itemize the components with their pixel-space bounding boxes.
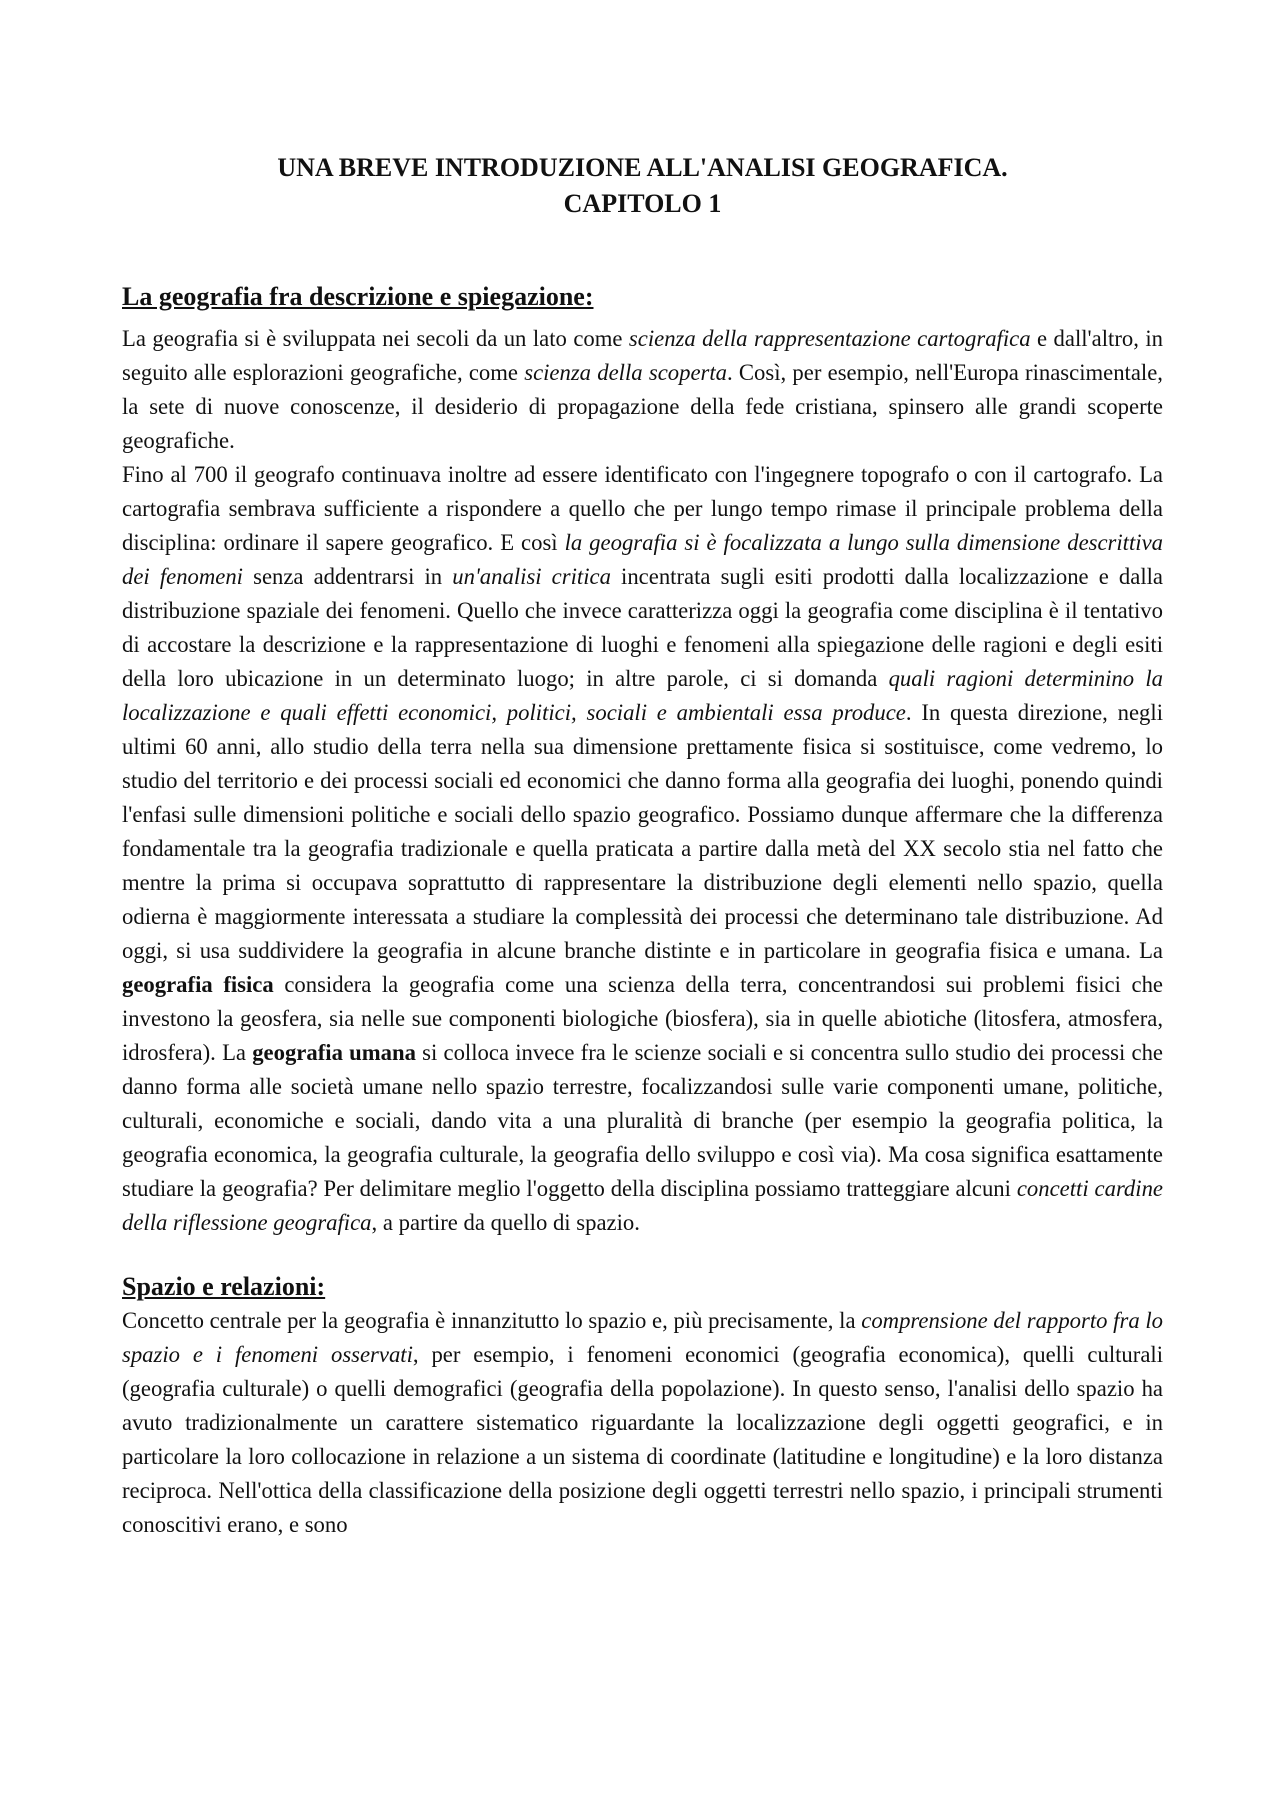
text-segment: . Così, per esempio, nell'Europa rinascimentale, la sete di nuove conoscenze, il desiderio di propagazione della fede cristiana, spinsero alle grandi scoperte geografiche. [122, 360, 1163, 453]
title-line-2: CAPITOLO 1 [563, 189, 722, 218]
text-segment: e dall'altro, in seguito alle esplorazioni geografiche, come [122, 326, 1163, 385]
text-segment: , a partire da quello di spazio. [371, 1210, 640, 1235]
italic-text: un'analisi critica [452, 564, 611, 589]
paragraph [122, 458, 1163, 1240]
italic-text: quali ragioni determinino la localizzazione e quali effetti economici, politici, sociali e ambientali essa produce [122, 666, 1163, 725]
paragraph [122, 1304, 1163, 1542]
paragraph [122, 322, 1163, 458]
section-heading-descrizione: La geografia fra descrizione e spiegazione: [122, 282, 594, 311]
text-segment: senza addentrarsi in [243, 564, 453, 589]
text-segment: considera la geografia come una scienza della terra, concentrandosi sui problemi fisici che investono la geosfera, sia nelle sue componenti biologiche (biosfera), sia in quelle abiotiche (litosfera, atmosfera, idrosfera). La [122, 972, 1164, 1065]
italic-text: concetti cardine della riflessione geografica [122, 1176, 1163, 1235]
title-line-1: UNA BREVE INTRODUZIONE ALL'ANALISI GEOGRAFICA. [277, 153, 1008, 182]
italic-text: scienza della rappresentazione cartografica [628, 326, 1031, 351]
italic-text: la geografia si è focalizzata a lungo sulla dimensione descrittiva dei fenomeni [122, 530, 1163, 589]
bold-text: geografia umana [252, 1040, 416, 1065]
italic-text: scienza della scoperta [524, 360, 727, 385]
text-segment: , per esempio, i fenomeni economici (geografia economica), quelli culturali (geografia culturale) o quelli demografici (geografia della popolazione). In questo senso, l'analisi dello spazio ha avuto tradizionalmente un carattere sistematico riguardante la localizzazione degli oggetti geografici, e in particolare la loro collocazione in relazione a un sistema di coordinate (latitudine e longitudine) e la loro distanza reciproca. Nell'ottica della classificazione della posizione degli oggetti terrestri nello spazio, i principali strumenti conoscitivi erano, e sono [122, 1342, 1164, 1537]
text-segment: Concetto centrale per la geografia è innanzitutto lo spazio e, più precisamente, la [122, 1308, 862, 1333]
text-segment: incentrata sugli esiti prodotti dalla localizzazione e dalla distribuzione spaziale dei fenomeni. Quello che invece caratterizza oggi la geografia come disciplina è il tentativo di accostare la descrizione e la rappresentazione di luoghi e fenomeni alla spiegazione delle ragioni e degli esiti della loro ubicazione in un determinato luogo; in altre parole, ci si domanda [122, 564, 1163, 691]
text-segment: si colloca invece fra le scienze sociali e si concentra sullo studio dei processi che danno forma alle società umane nello spazio terrestre, focalizzandosi sulle varie componenti umane, politiche, culturali, economiche e sociali, dando vita a una pluralità di branche (per esempio la geografia politica, la geografia economica, la geografia culturale, la geografia dello sviluppo e così via). Ma cosa significa esattamente studiare la geografia? Per delimitare meglio l'oggetto della disciplina possiamo tratteggiare alcuni [122, 1040, 1163, 1201]
section-heading-spazio: Spazio e relazioni: [122, 1272, 326, 1301]
bold-text: geografia fisica [122, 972, 274, 997]
text-segment: . In questa direzione, negli ultimi 60 anni, allo studio della terra nella sua dimensione prettamente fisica si sostituisce, come vedremo, lo studio del territorio e dei processi sociali ed economici che danno forma alla geografia dei luoghi, ponendo quindi l'enfasi sulle dimensioni politiche e sociali dello spazio geografico. Possiamo dunque affermare che la differenza fondamentale tra la geografia tradizionale e quella praticata a partire dalla metà del XX secolo stia nel fatto che mentre la prima si occupava soprattutto di rappresentare la distribuzione degli elementi nello spazio, quella odierna è maggiormente interessata a studiare la complessità dei processi che determinano tale distribuzione. Ad oggi, si usa suddividere la geografia in alcune branche distinte e in particolare in geografia fisica e umana. La [122, 700, 1164, 963]
text-segment: Fino al 700 il geografo continuava inoltre ad essere identificato con l'ingegnere topografo o con il cartografo. La cartografia sembrava sufficiente a rispondere a quello che per lungo tempo rimase il principale problema della disciplina: ordinare il sapere geografico. E così [122, 462, 1163, 555]
text-segment: La geografia si è sviluppata nei secoli da un lato come [122, 326, 629, 351]
document-title [122, 150, 1163, 222]
italic-text: comprensione del rapporto fra lo spazio e i fenomeni osservati [122, 1308, 1164, 1367]
